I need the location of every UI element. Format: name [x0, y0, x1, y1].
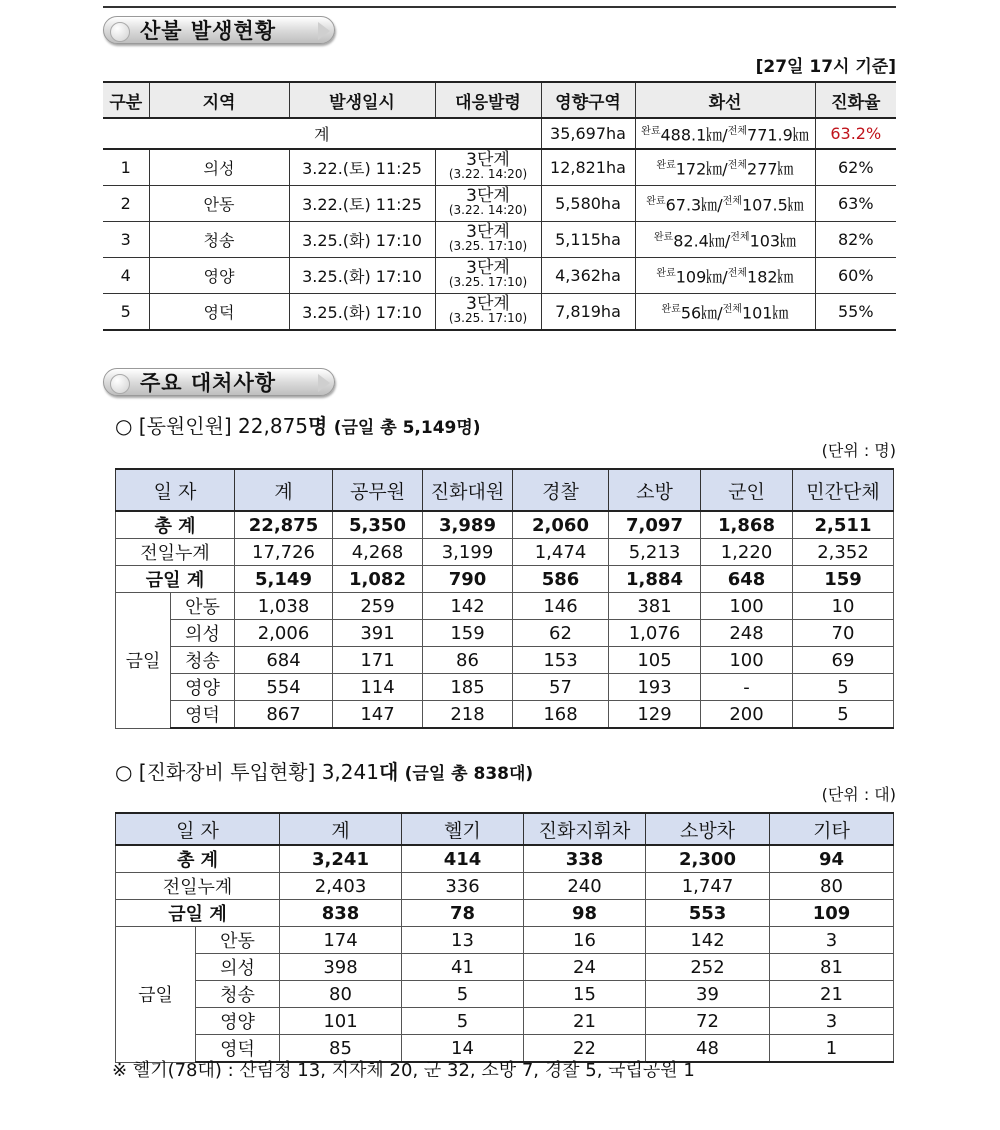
- cell-containment-rate: 60%: [815, 258, 896, 294]
- section-title-major-actions: [103, 368, 335, 396]
- table-cell: 129: [609, 701, 701, 729]
- header-cell: 영향구역: [541, 82, 635, 118]
- cell-response-level: 3단계 (3.25. 17:10): [435, 222, 541, 258]
- table-cell: 13: [402, 927, 524, 954]
- header-cell: 계: [280, 813, 402, 845]
- table-cell: 398: [280, 954, 402, 981]
- cell-fire-line: $^{완료}$67.3㎞/$^{전체}$107.5㎞: [635, 186, 815, 222]
- header-cell: 소방차: [646, 813, 770, 845]
- table-cell: 72: [646, 1008, 770, 1035]
- table-cell: 100: [701, 647, 793, 674]
- table-cell: 790: [423, 566, 513, 593]
- cell-region: 청송: [149, 222, 289, 258]
- table-cell: 5: [793, 701, 894, 729]
- region-label: 영양: [196, 1008, 280, 1035]
- table-cell: 1,868: [701, 511, 793, 539]
- region-label: 안동: [196, 927, 280, 954]
- table-cell: 5: [402, 1008, 524, 1035]
- header-cell: 소방: [609, 469, 701, 511]
- row-label: 총 계: [116, 845, 280, 873]
- total-containment-rate: 63.2%: [815, 118, 896, 149]
- table-cell: 4,268: [333, 539, 423, 566]
- summary-row: [116, 900, 894, 927]
- header-cell: 경찰: [513, 469, 609, 511]
- header-cell: 진화지휘차: [524, 813, 646, 845]
- table-cell: 100: [701, 593, 793, 620]
- table-cell: 94: [770, 845, 894, 873]
- today-group-label: 금일: [116, 927, 196, 1063]
- summary-row: [116, 539, 894, 566]
- table-cell: 193: [609, 674, 701, 701]
- table-cell: 48: [646, 1035, 770, 1063]
- reference-time-stamp: [27일 17시 기준]: [755, 57, 896, 77]
- cell-containment-rate: 82%: [815, 222, 896, 258]
- table-cell: 10: [793, 593, 894, 620]
- cell-region: 영덕: [149, 294, 289, 331]
- cell-no: 5: [103, 294, 149, 331]
- region-label: 영양: [171, 674, 235, 701]
- total-fire-line: $^{완료}$488.1㎞/$^{전체}$771.9㎞: [635, 118, 815, 149]
- table-cell: 5: [402, 981, 524, 1008]
- table-cell: 240: [524, 873, 646, 900]
- table-cell: 867: [235, 701, 333, 729]
- table-cell: 1,076: [609, 620, 701, 647]
- header-cell: 지역: [149, 82, 289, 118]
- row-label: 총 계: [116, 511, 235, 539]
- table-cell: 105: [609, 647, 701, 674]
- table-row: [103, 149, 896, 186]
- table-cell: 41: [402, 954, 524, 981]
- table-cell: 5,213: [609, 539, 701, 566]
- table-cell: 39: [646, 981, 770, 1008]
- personnel-table: [115, 468, 894, 729]
- region-label: 청송: [171, 647, 235, 674]
- cell-fire-line: $^{완료}$56㎞/$^{전체}$101㎞: [635, 294, 815, 331]
- table-cell: 5: [793, 674, 894, 701]
- table-row: [116, 674, 894, 701]
- table-cell: 15: [524, 981, 646, 1008]
- region-label: 영덕: [171, 701, 235, 729]
- cell-response-level: 3단계 (3.22. 14:20): [435, 186, 541, 222]
- equipment-table: [115, 812, 894, 1063]
- cell-no: 1: [103, 149, 149, 186]
- header-cell: 대응발령: [435, 82, 541, 118]
- table-cell: 586: [513, 566, 609, 593]
- table-row: [116, 593, 894, 620]
- cell-fire-line: $^{완료}$82.4㎞/$^{전체}$103㎞: [635, 222, 815, 258]
- table-header-row: [116, 469, 894, 511]
- table-cell: 86: [423, 647, 513, 674]
- table-row: [116, 647, 894, 674]
- cell-fire-line: $^{완료}$109㎞/$^{전체}$182㎞: [635, 258, 815, 294]
- cell-containment-rate: 55%: [815, 294, 896, 331]
- header-cell: 계: [235, 469, 333, 511]
- header-cell: 헬기: [402, 813, 524, 845]
- header-cell: 화선: [635, 82, 815, 118]
- table-cell: 2,006: [235, 620, 333, 647]
- cell-datetime: 3.22.(토) 11:25: [289, 186, 435, 222]
- region-label: 청송: [196, 981, 280, 1008]
- table-cell: 159: [423, 620, 513, 647]
- table-cell: 259: [333, 593, 423, 620]
- personnel-unit-note: (단위 : 명): [821, 441, 896, 460]
- table-cell: 1,038: [235, 593, 333, 620]
- top-rule: [103, 0, 896, 8]
- table-cell: 2,060: [513, 511, 609, 539]
- table-cell: 22,875: [235, 511, 333, 539]
- table-cell: 684: [235, 647, 333, 674]
- table-row: [116, 620, 894, 647]
- table-cell: 553: [646, 900, 770, 927]
- table-cell: 174: [280, 927, 402, 954]
- table-cell: 336: [402, 873, 524, 900]
- cell-region: 안동: [149, 186, 289, 222]
- table-cell: 17,726: [235, 539, 333, 566]
- cell-fire-line: $^{완료}$172㎞/$^{전체}$277㎞: [635, 149, 815, 186]
- header-cell: 구분: [103, 82, 149, 118]
- table-cell: 200: [701, 701, 793, 729]
- table-cell: 146: [513, 593, 609, 620]
- summary-row: [116, 566, 894, 593]
- cell-area: 4,362ha: [541, 258, 635, 294]
- table-cell: 101: [280, 1008, 402, 1035]
- table-cell: 1,220: [701, 539, 793, 566]
- cell-region: 의성: [149, 149, 289, 186]
- table-cell: 338: [524, 845, 646, 873]
- table-cell: 80: [770, 873, 894, 900]
- cell-no: 2: [103, 186, 149, 222]
- table-cell: 159: [793, 566, 894, 593]
- table-cell: 218: [423, 701, 513, 729]
- table-cell: 252: [646, 954, 770, 981]
- table-cell: 142: [646, 927, 770, 954]
- table-cell: 109: [770, 900, 894, 927]
- row-label: 금일 계: [116, 566, 235, 593]
- header-cell: 공무원: [333, 469, 423, 511]
- table-row: [103, 294, 896, 331]
- region-label: 안동: [171, 593, 235, 620]
- table-cell: 391: [333, 620, 423, 647]
- equipment-heading: ○ [진화장비 투입현황] 3,241대 (금일 총 838대): [115, 760, 534, 784]
- table-cell: 24: [524, 954, 646, 981]
- table-cell: 1,082: [333, 566, 423, 593]
- cell-region: 영양: [149, 258, 289, 294]
- table-cell: -: [701, 674, 793, 701]
- table-row: [103, 258, 896, 294]
- table-header-row: [116, 813, 894, 845]
- table-cell: 648: [701, 566, 793, 593]
- table-cell: 838: [280, 900, 402, 927]
- table-cell: 78: [402, 900, 524, 927]
- table-row: [116, 954, 894, 981]
- table-cell: 1,747: [646, 873, 770, 900]
- total-area: 35,697ha: [541, 118, 635, 149]
- table-cell: 62: [513, 620, 609, 647]
- cell-area: 12,821ha: [541, 149, 635, 186]
- cell-no: 4: [103, 258, 149, 294]
- cell-area: 7,819ha: [541, 294, 635, 331]
- table-cell: 3,989: [423, 511, 513, 539]
- table-cell: 2,511: [793, 511, 894, 539]
- table-cell: 21: [524, 1008, 646, 1035]
- table-cell: 16: [524, 927, 646, 954]
- table-cell: 1: [770, 1035, 894, 1063]
- table-cell: 414: [402, 845, 524, 873]
- region-label: 영덕: [196, 1035, 280, 1063]
- row-label: 금일 계: [116, 900, 280, 927]
- table-cell: 2,300: [646, 845, 770, 873]
- header-cell: 일 자: [116, 469, 235, 511]
- table-row: [116, 701, 894, 729]
- cell-containment-rate: 62%: [815, 149, 896, 186]
- table-cell: 22: [524, 1035, 646, 1063]
- section-title-text: 산불 발생현황: [140, 19, 277, 43]
- table-cell: 147: [333, 701, 423, 729]
- table-row: [103, 222, 896, 258]
- region-label: 의성: [196, 954, 280, 981]
- row-label: 전일누계: [116, 539, 235, 566]
- table-cell: 2,403: [280, 873, 402, 900]
- header-cell: 진화율: [815, 82, 896, 118]
- table-cell: 5,350: [333, 511, 423, 539]
- region-label: 의성: [171, 620, 235, 647]
- table-cell: 1,884: [609, 566, 701, 593]
- total-label: 계: [103, 118, 541, 149]
- table-row: [116, 927, 894, 954]
- personnel-heading: ○ [동원인원] 22,875명 (금일 총 5,149명): [115, 414, 481, 438]
- cell-area: 5,580ha: [541, 186, 635, 222]
- wildfire-status-table: [103, 81, 896, 331]
- cell-datetime: 3.22.(토) 11:25: [289, 149, 435, 186]
- section-title-wildfire-status: [103, 16, 335, 44]
- table-cell: 114: [333, 674, 423, 701]
- table-row: [116, 1008, 894, 1035]
- table-cell: 7,097: [609, 511, 701, 539]
- table-cell: 80: [280, 981, 402, 1008]
- table-cell: 98: [524, 900, 646, 927]
- table-cell: 70: [793, 620, 894, 647]
- table-cell: 2,352: [793, 539, 894, 566]
- table-cell: 81: [770, 954, 894, 981]
- table-header-row: [103, 82, 896, 118]
- table-cell: 69: [793, 647, 894, 674]
- total-row: [103, 118, 896, 149]
- cell-no: 3: [103, 222, 149, 258]
- header-cell: 진화대원: [423, 469, 513, 511]
- cell-datetime: 3.25.(화) 17:10: [289, 294, 435, 331]
- helicopter-footnote: ※ 헬기(78대) : 산림청 13, 지자체 20, 군 32, 소방 7, 경찰 5, 국립공원 1: [112, 1060, 695, 1081]
- table-cell: 248: [701, 620, 793, 647]
- row-label: 전일누계: [116, 873, 280, 900]
- cell-response-level: 3단계 (3.25. 17:10): [435, 258, 541, 294]
- header-cell: 민간단체: [793, 469, 894, 511]
- table-cell: 3,199: [423, 539, 513, 566]
- cell-datetime: 3.25.(화) 17:10: [289, 222, 435, 258]
- table-row: [103, 186, 896, 222]
- cell-datetime: 3.25.(화) 17:10: [289, 258, 435, 294]
- table-cell: 3: [770, 927, 894, 954]
- table-cell: 1,474: [513, 539, 609, 566]
- cell-response-level: 3단계 (3.25. 17:10): [435, 294, 541, 331]
- summary-row: [116, 511, 894, 539]
- header-cell: 일 자: [116, 813, 280, 845]
- table-row: [116, 981, 894, 1008]
- cell-response-level: 3단계 (3.22. 14:20): [435, 149, 541, 186]
- table-cell: 85: [280, 1035, 402, 1063]
- table-cell: 554: [235, 674, 333, 701]
- table-cell: 185: [423, 674, 513, 701]
- table-cell: 3: [770, 1008, 894, 1035]
- table-cell: 171: [333, 647, 423, 674]
- table-cell: 168: [513, 701, 609, 729]
- section-title-text: 주요 대처사항: [140, 371, 277, 395]
- cell-area: 5,115ha: [541, 222, 635, 258]
- table-cell: 57: [513, 674, 609, 701]
- today-group-label: 금일: [116, 593, 171, 729]
- table-cell: 21: [770, 981, 894, 1008]
- cell-containment-rate: 63%: [815, 186, 896, 222]
- table-cell: 3,241: [280, 845, 402, 873]
- table-cell: 381: [609, 593, 701, 620]
- table-cell: 153: [513, 647, 609, 674]
- table-cell: 5,149: [235, 566, 333, 593]
- table-cell: 14: [402, 1035, 524, 1063]
- summary-row: [116, 873, 894, 900]
- header-cell: 기타: [770, 813, 894, 845]
- equipment-unit-note: (단위 : 대): [821, 785, 896, 804]
- table-cell: 142: [423, 593, 513, 620]
- summary-row: [116, 845, 894, 873]
- header-cell: 군인: [701, 469, 793, 511]
- header-cell: 발생일시: [289, 82, 435, 118]
